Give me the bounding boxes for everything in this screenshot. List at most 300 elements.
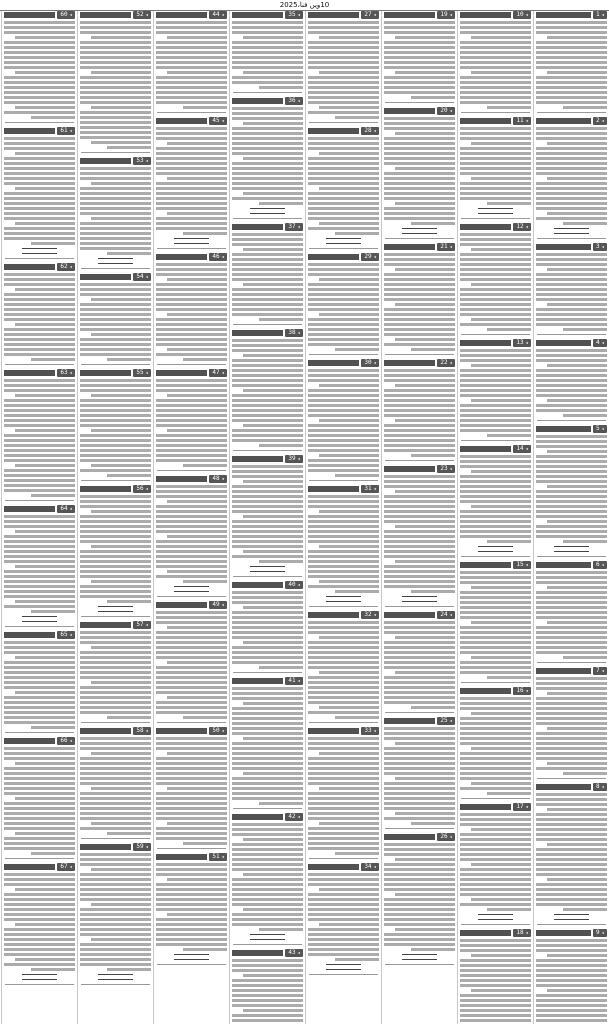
body-text-line — [80, 86, 151, 89]
body-text-line — [384, 651, 455, 654]
body-text-line — [156, 343, 227, 346]
body-text-line — [4, 86, 75, 89]
body-text-line — [156, 333, 227, 336]
item-divider — [157, 964, 226, 965]
item-number-badge: ◀ 40 — [285, 581, 303, 589]
headline-line — [80, 12, 131, 18]
body-text-line — [308, 555, 379, 558]
body-text-line — [563, 772, 607, 775]
body-text-line — [460, 697, 531, 700]
body-text-line — [471, 586, 531, 589]
body-text-line — [536, 530, 607, 533]
section-rule — [250, 208, 285, 214]
body-text-line — [460, 394, 531, 397]
body-text-line — [232, 238, 303, 241]
body-text-line — [156, 893, 227, 896]
body-text-line — [167, 429, 227, 432]
body-text-line — [384, 676, 455, 679]
body-text-line — [319, 384, 379, 387]
body-text-line — [536, 994, 607, 997]
body-text-line — [460, 651, 531, 654]
body-text-line — [308, 51, 379, 54]
body-text-line — [460, 429, 531, 432]
body-text-line — [243, 354, 303, 357]
body-text-line — [460, 591, 531, 594]
body-text-line — [91, 752, 151, 755]
body-text-line — [80, 242, 151, 245]
news-item — [80, 157, 151, 269]
body-text-line — [232, 898, 303, 901]
body-text-line — [460, 61, 531, 64]
body-text-line — [471, 364, 531, 367]
body-text-line — [232, 273, 303, 276]
news-item — [308, 127, 379, 249]
item-number-badge: ◀ 52 — [133, 11, 151, 19]
body-text-line — [4, 51, 75, 54]
body-text-line — [156, 459, 227, 462]
body-text-line — [384, 258, 455, 261]
body-text-line — [4, 817, 75, 820]
body-text-line — [232, 233, 303, 236]
body-text-line — [232, 243, 303, 246]
body-text-line — [183, 842, 227, 845]
body-text-line — [308, 817, 379, 820]
headline-line — [308, 612, 359, 618]
item-divider — [233, 808, 302, 809]
body-text-line — [536, 576, 607, 579]
body-text-line — [308, 91, 379, 94]
body-text-line — [80, 197, 151, 200]
body-text-line — [156, 903, 227, 906]
body-text-line — [156, 56, 227, 59]
body-text-line — [536, 1004, 607, 1007]
body-text-line — [80, 303, 151, 306]
body-text-line — [4, 555, 75, 558]
body-text-line — [547, 71, 607, 74]
body-text-line — [156, 560, 227, 563]
item-divider — [233, 576, 302, 577]
news-item-heading — [232, 329, 303, 337]
body-text-line — [80, 858, 151, 861]
body-text-line — [460, 833, 531, 836]
body-text-line — [4, 489, 75, 492]
body-text-line — [536, 187, 607, 190]
body-text-line — [80, 424, 151, 427]
body-text-line — [460, 1004, 531, 1007]
body-text-line — [308, 429, 379, 432]
body-text-line — [460, 878, 531, 881]
body-text-line — [460, 51, 531, 54]
body-text-line — [232, 374, 303, 377]
body-text-line — [232, 303, 303, 306]
news-item — [460, 339, 531, 441]
body-text-line — [308, 46, 379, 49]
body-text-line — [308, 842, 379, 845]
item-divider — [461, 556, 530, 557]
body-text-line — [460, 238, 531, 241]
body-text-line — [460, 379, 531, 382]
headline-line — [232, 12, 283, 18]
body-text-line — [232, 762, 303, 765]
body-text-line — [232, 313, 303, 316]
headline-line — [156, 476, 207, 482]
body-text-line — [80, 792, 151, 795]
section-rule — [326, 964, 361, 970]
body-text-line — [384, 621, 455, 624]
item-divider — [461, 798, 530, 799]
body-text-line — [308, 293, 379, 296]
body-text-line — [232, 500, 303, 503]
body-text-line — [308, 948, 379, 951]
body-text-line — [536, 737, 607, 740]
body-text-line — [80, 863, 151, 866]
body-text-line — [384, 66, 455, 69]
item-number-badge: ◀ 33 — [361, 727, 379, 735]
body-text-line — [232, 959, 303, 962]
body-text-line — [232, 147, 303, 150]
body-text-line — [80, 827, 151, 830]
news-item-heading — [156, 475, 227, 483]
body-text-line — [156, 172, 227, 175]
item-number-badge: ◀ 65 — [57, 631, 75, 639]
body-text-line — [156, 540, 227, 543]
body-text-line — [107, 968, 151, 971]
body-text-line — [460, 576, 531, 579]
item-number-badge: ◀ 64 — [57, 505, 75, 513]
body-text-line — [243, 248, 303, 251]
body-text-line — [536, 984, 607, 987]
body-text-line — [460, 969, 531, 972]
body-text-line — [536, 677, 607, 680]
body-text-line — [308, 439, 379, 442]
body-text-line — [156, 863, 227, 866]
text-column — [153, 11, 229, 1024]
body-text-line — [156, 81, 227, 84]
body-text-line — [460, 500, 531, 503]
body-text-line — [384, 318, 455, 321]
body-text-line — [4, 827, 75, 830]
body-text-line — [460, 162, 531, 165]
item-number-badge: ◀ 66 — [57, 737, 75, 745]
body-text-line — [156, 711, 227, 714]
body-text-line — [460, 848, 531, 851]
body-text-line — [232, 379, 303, 382]
body-text-line — [156, 666, 227, 669]
body-text-line — [547, 268, 607, 271]
body-text-line — [536, 318, 607, 321]
body-text-line — [80, 656, 151, 659]
body-text-line — [384, 752, 455, 755]
body-text-line — [308, 389, 379, 392]
body-text-line — [91, 217, 151, 220]
body-text-line — [232, 359, 303, 362]
body-text-line — [232, 344, 303, 347]
item-number-badge: ◀ 7 — [593, 667, 607, 675]
body-text-line — [80, 802, 151, 805]
body-text-line — [563, 540, 607, 543]
body-text-line — [156, 656, 227, 659]
body-text-line — [308, 772, 379, 775]
body-text-line — [308, 696, 379, 699]
body-text-line — [4, 293, 75, 296]
body-text-line — [308, 626, 379, 629]
body-text-line — [80, 56, 151, 59]
item-divider — [81, 152, 150, 153]
body-text-line — [536, 757, 607, 760]
body-text-line — [4, 207, 75, 210]
body-text-line — [536, 137, 607, 140]
body-text-line — [4, 883, 75, 886]
news-item — [4, 737, 75, 859]
body-text-line — [308, 737, 379, 740]
headline-line — [536, 12, 591, 18]
body-text-line — [460, 979, 531, 982]
body-text-line — [232, 661, 303, 664]
item-divider — [537, 112, 606, 113]
body-text-line — [536, 278, 607, 281]
section-rule — [22, 974, 57, 980]
body-text-line — [232, 81, 303, 84]
body-text-line — [471, 656, 531, 659]
body-text-line — [536, 349, 607, 352]
body-text-line — [243, 606, 303, 609]
body-text-line — [156, 747, 227, 750]
body-text-line — [15, 222, 75, 225]
body-text-line — [183, 716, 227, 719]
news-item — [536, 783, 607, 925]
body-text-line — [460, 46, 531, 49]
body-text-line — [80, 550, 151, 553]
body-text-line — [308, 676, 379, 679]
section-rule — [98, 974, 133, 980]
body-text-line — [471, 782, 531, 785]
body-text-line — [471, 142, 531, 145]
headline-line — [308, 486, 359, 492]
body-text-line — [308, 399, 379, 402]
body-text-line — [536, 747, 607, 750]
body-text-line — [232, 278, 303, 281]
body-text-line — [308, 686, 379, 689]
body-text-line — [167, 142, 227, 145]
body-text-line — [4, 217, 75, 220]
body-text-line — [536, 873, 607, 876]
body-text-line — [4, 101, 75, 104]
news-item-heading — [80, 157, 151, 165]
body-text-line — [460, 757, 531, 760]
item-number-badge: ◀ 63 — [57, 369, 75, 377]
item-number-badge: ◀ 36 — [285, 97, 303, 105]
body-text-line — [80, 908, 151, 911]
body-text-line — [156, 328, 227, 331]
body-text-line — [547, 520, 607, 523]
body-text-line — [232, 591, 303, 594]
headline-line — [156, 602, 207, 608]
body-text-line — [156, 767, 227, 770]
body-text-line — [536, 445, 607, 448]
body-text-line — [4, 646, 75, 649]
body-text-line — [156, 737, 227, 740]
body-text-line — [536, 1019, 607, 1022]
item-number-badge: ◀ 18 — [513, 929, 531, 937]
body-text-line — [308, 263, 379, 266]
body-text-line — [471, 248, 531, 251]
body-text-line — [259, 666, 303, 669]
headline-line — [384, 360, 435, 366]
news-item-heading — [536, 11, 607, 19]
body-text-line — [308, 918, 379, 921]
body-text-line — [4, 449, 75, 452]
body-text-line — [384, 807, 455, 810]
body-text-line — [80, 41, 151, 44]
body-text-line — [4, 792, 75, 795]
body-text-line — [536, 308, 607, 311]
body-text-line — [460, 777, 531, 780]
body-text-line — [536, 974, 607, 977]
body-text-line — [319, 580, 379, 583]
body-text-line — [80, 696, 151, 699]
body-text-line — [536, 898, 607, 901]
body-text-line — [167, 177, 227, 180]
body-text-line — [395, 202, 455, 205]
body-text-line — [156, 691, 227, 694]
body-text-line — [232, 621, 303, 624]
headline-line — [460, 446, 511, 452]
body-text-line — [395, 742, 455, 745]
body-text-line — [80, 853, 151, 856]
news-item — [308, 359, 379, 481]
body-text-line — [232, 883, 303, 886]
body-text-line — [384, 444, 455, 447]
body-text-line — [4, 232, 75, 235]
body-text-line — [80, 202, 151, 205]
body-text-line — [384, 56, 455, 59]
body-text-line — [384, 117, 455, 120]
body-text-line — [232, 828, 303, 831]
body-text-line — [460, 167, 531, 170]
body-text-line — [167, 822, 227, 825]
body-text-line — [460, 258, 531, 261]
body-text-line — [232, 167, 303, 170]
body-text-line — [487, 434, 531, 437]
body-text-line — [91, 903, 151, 906]
body-text-line — [4, 76, 75, 79]
body-text-line — [536, 959, 607, 962]
body-text-line — [80, 419, 151, 422]
body-text-line — [536, 944, 607, 947]
body-text-line — [259, 560, 303, 563]
news-item — [232, 813, 303, 945]
news-item — [80, 369, 151, 481]
body-text-line — [384, 81, 455, 84]
body-text-line — [80, 167, 151, 170]
body-text-line — [80, 288, 151, 291]
headline-line — [536, 244, 591, 250]
headline-line — [308, 728, 359, 734]
body-text-line — [259, 202, 303, 205]
body-text-line — [536, 979, 607, 982]
body-text-line — [308, 409, 379, 412]
item-divider — [157, 248, 226, 249]
item-number-badge: ◀ 16 — [513, 687, 531, 695]
body-text-line — [156, 777, 227, 780]
body-text-line — [384, 933, 455, 936]
body-text-line — [384, 737, 455, 740]
body-text-line — [232, 132, 303, 135]
body-text-line — [547, 450, 607, 453]
body-text-line — [4, 182, 75, 185]
body-text-line — [384, 500, 455, 503]
body-text-line — [232, 616, 303, 619]
item-number-badge: ◀ 35 — [285, 11, 303, 19]
body-text-line — [15, 923, 75, 926]
body-text-line — [460, 76, 531, 79]
body-text-line — [460, 414, 531, 417]
body-text-line — [156, 449, 227, 452]
item-divider — [461, 440, 530, 441]
body-text-line — [232, 31, 303, 34]
body-text-line — [4, 651, 75, 654]
body-text-line — [156, 323, 227, 326]
body-text-line — [80, 757, 151, 760]
body-text-line — [156, 525, 227, 528]
body-text-line — [107, 832, 151, 835]
body-text-line — [4, 671, 75, 674]
body-text-line — [232, 848, 303, 851]
headline-line — [232, 814, 283, 820]
body-text-line — [384, 374, 455, 377]
body-text-line — [536, 833, 607, 836]
body-text-line — [91, 36, 151, 39]
body-text-line — [460, 192, 531, 195]
body-text-line — [460, 601, 531, 604]
body-text-line — [460, 1019, 531, 1022]
item-number-badge: ◀ 29 — [361, 253, 379, 261]
body-text-line — [308, 303, 379, 306]
body-text-line — [384, 187, 455, 190]
body-text-line — [308, 883, 379, 886]
body-text-line — [308, 938, 379, 941]
news-item-heading — [80, 11, 151, 19]
body-text-line — [384, 686, 455, 689]
body-text-line — [384, 313, 455, 316]
body-text-line — [4, 757, 75, 760]
body-text-line — [167, 313, 227, 316]
body-text-line — [308, 656, 379, 659]
body-text-line — [536, 596, 607, 599]
body-text-line — [232, 833, 303, 836]
body-text-line — [80, 172, 151, 175]
item-divider — [537, 924, 606, 925]
body-text-line — [156, 399, 227, 402]
body-text-line — [232, 56, 303, 59]
body-text-line — [384, 293, 455, 296]
body-text-line — [156, 379, 227, 382]
body-text-line — [80, 762, 151, 765]
body-text-line — [536, 525, 607, 528]
item-divider — [233, 672, 302, 673]
body-text-line — [4, 812, 75, 815]
body-text-line — [384, 903, 455, 906]
body-text-line — [460, 404, 531, 407]
body-text-line — [80, 958, 151, 961]
body-text-line — [308, 953, 379, 956]
news-item-heading — [156, 11, 227, 19]
body-text-line — [167, 696, 227, 699]
body-text-line — [536, 369, 607, 372]
item-number-badge: ◀ 28 — [361, 127, 379, 135]
body-text-line — [308, 933, 379, 936]
body-text-line — [384, 253, 455, 256]
